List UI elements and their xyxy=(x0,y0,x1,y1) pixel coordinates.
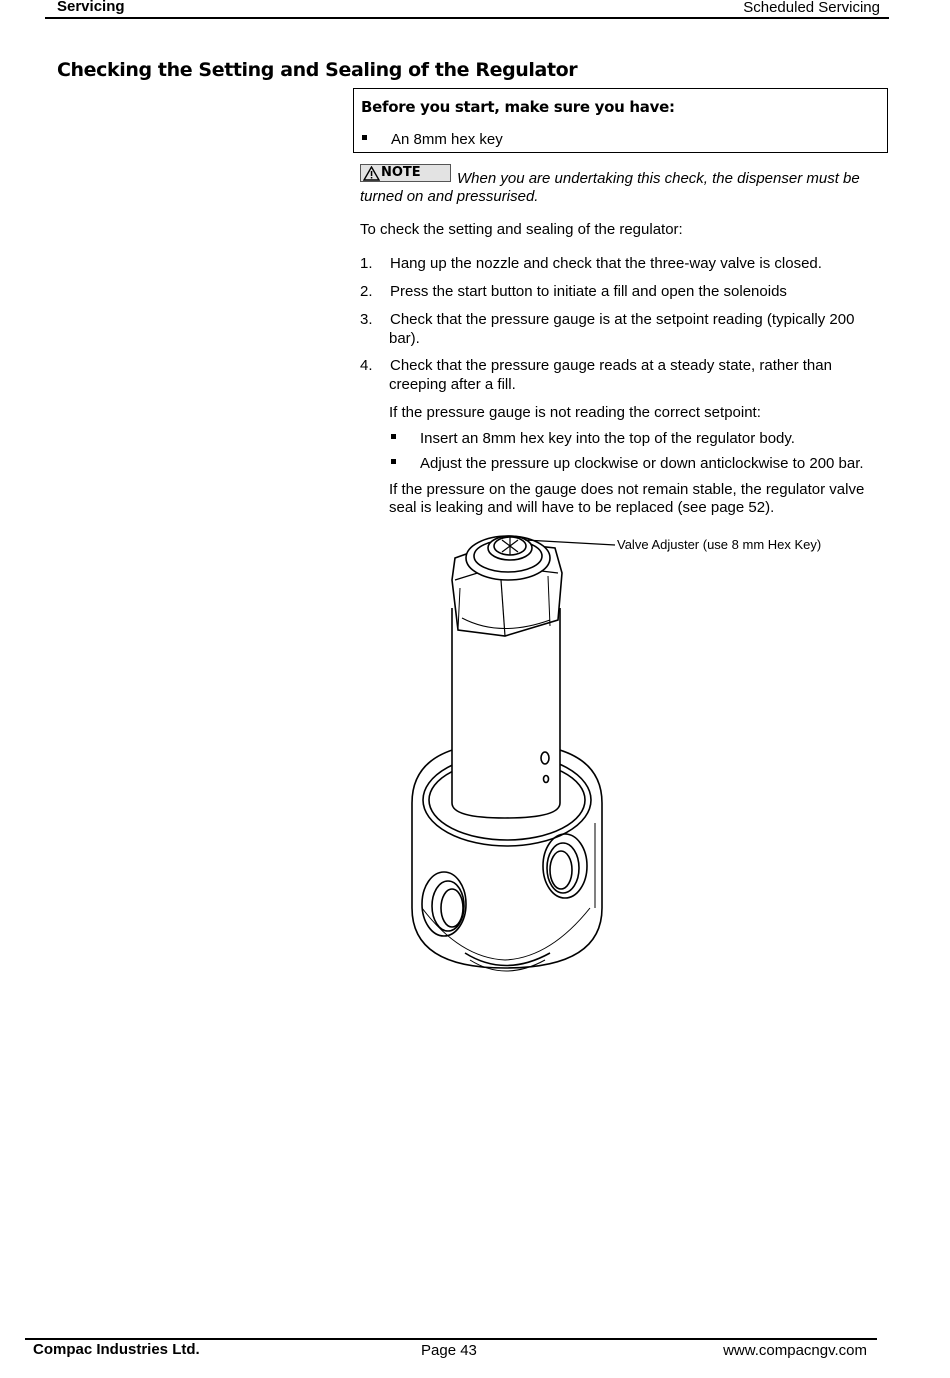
footer-website: www.compacngv.com xyxy=(723,1342,867,1359)
figure-callout: Valve Adjuster (use 8 mm Hex Key) xyxy=(617,537,822,552)
header-rule xyxy=(45,17,889,19)
step-number: 2. xyxy=(360,283,373,300)
step-text-continued: creeping after a fill. xyxy=(389,376,516,393)
footer-rule xyxy=(25,1338,877,1340)
warning-triangle-icon xyxy=(363,166,380,181)
note-text-line1: When you are undertaking this check, the dispenser must be xyxy=(457,170,860,187)
note-badge xyxy=(360,164,451,182)
step-text: Hang up the nozzle and check that the three-way valve is closed. xyxy=(390,255,822,272)
bullet-icon xyxy=(391,434,396,439)
step-text: Check that the pressure gauge is at the setpoint reading (typically 200 xyxy=(390,311,855,328)
if-not-correct-text: If the pressure gauge is not reading the correct setpoint: xyxy=(389,404,761,421)
header-chapter: Scheduled Servicing xyxy=(743,0,880,16)
step-number: 4. xyxy=(360,357,373,374)
step-text-continued: bar). xyxy=(389,330,420,347)
bullet-icon xyxy=(362,135,367,140)
unstable-text-continued: seal is leaking and will have to be replaced (see page 52). xyxy=(389,499,775,516)
sub-bullet-text: Adjust the pressure up clockwise or down anticlockwise to 200 bar. xyxy=(420,455,864,472)
footer-page-number: Page 43 xyxy=(421,1342,477,1359)
prerequisite-item: An 8mm hex key xyxy=(391,131,503,148)
page-title: Checking the Setting and Sealing of the Regulator xyxy=(57,59,578,81)
header-section: Servicing xyxy=(57,0,125,15)
regulator-illustration xyxy=(400,528,620,988)
step-number: 1. xyxy=(360,255,373,272)
step-number: 3. xyxy=(360,311,373,328)
unstable-text: If the pressure on the gauge does not remain stable, the regulator valve xyxy=(389,481,865,498)
sub-bullet-text: Insert an 8mm hex key into the top of the regulator body. xyxy=(420,430,795,447)
footer-company: Compac Industries Ltd. xyxy=(33,1341,200,1358)
intro-text: To check the setting and sealing of the regulator: xyxy=(360,221,683,238)
bullet-icon xyxy=(391,459,396,464)
step-text: Check that the pressure gauge reads at a steady state, rather than xyxy=(390,357,832,374)
step-text: Press the start button to initiate a fill and open the solenoids xyxy=(390,283,787,300)
prerequisites-box xyxy=(353,88,888,153)
prerequisites-heading: Before you start, make sure you have: xyxy=(361,98,675,116)
note-text-line2: turned on and pressurised. xyxy=(360,188,539,205)
note-label: NOTE xyxy=(381,165,421,180)
